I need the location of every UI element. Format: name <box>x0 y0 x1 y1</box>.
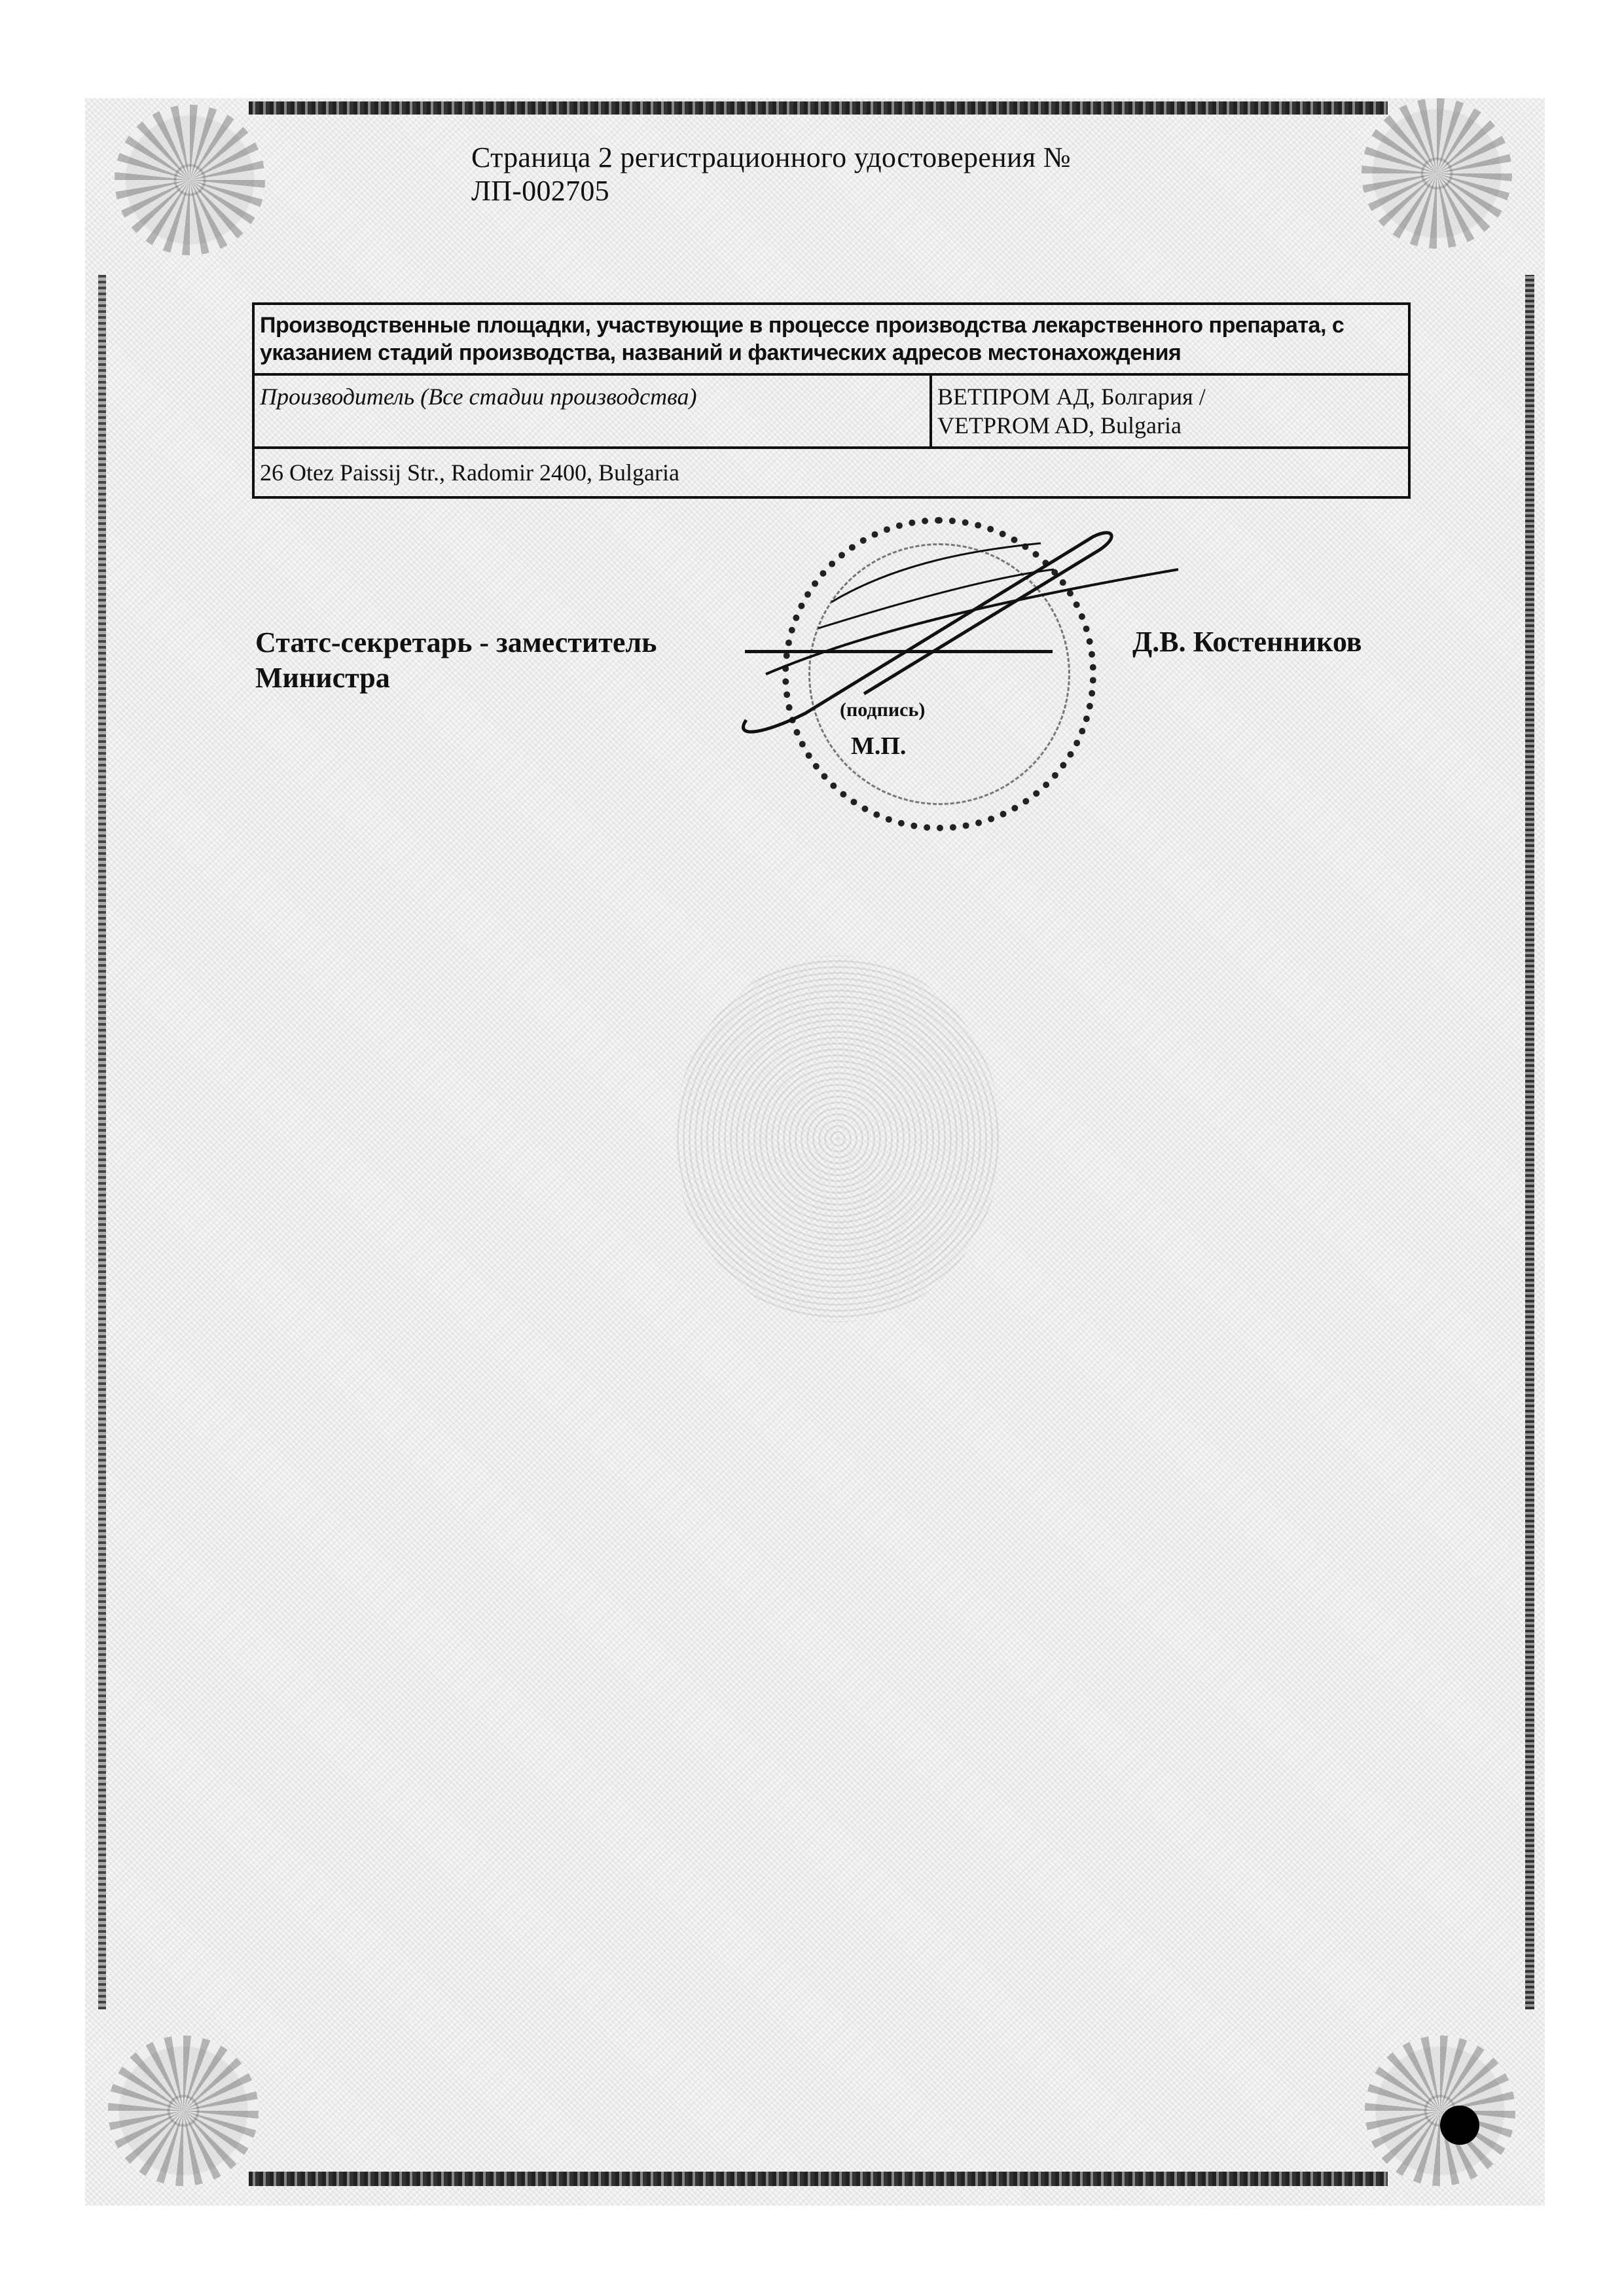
handwritten-signature-icon <box>727 524 1185 746</box>
ornamental-border-top <box>249 101 1388 115</box>
site-address: 26 Otez Paissij Str., Radomir 2400, Bulgaria <box>253 448 1409 497</box>
ornamental-border-bottom <box>249 2172 1388 2186</box>
production-sites-table <box>252 302 1411 499</box>
signature-caption: (подпись) <box>840 699 926 721</box>
rosette-corner-icon <box>108 2036 259 2186</box>
site-name <box>931 374 1409 448</box>
position-line-1: Статс-секретарь - заместитель <box>255 626 657 658</box>
signatory-position <box>255 625 713 696</box>
rosette-corner-icon <box>1362 98 1512 249</box>
table-row <box>253 374 1409 448</box>
guilloche-watermark <box>674 956 1001 1322</box>
rosette-corner-icon <box>1365 2036 1515 2186</box>
seal-label: М.П. <box>851 732 907 760</box>
site-name-ru: ВЕТПРОМ АД, Болгария / <box>937 384 1206 410</box>
table-heading: Производственные площадки, участвующие в процессе производства лекарственного препарата, с указанием стадий производства, названий и фактических адресов местонахождения <box>253 304 1409 374</box>
ornamental-border-left <box>98 275 106 2009</box>
signatory-name: Д.В. Костенников <box>1132 626 1362 658</box>
site-role: Производитель (Все стадии производства) <box>253 374 931 448</box>
site-name-en: VETPROM AD, Bulgaria <box>937 412 1182 439</box>
hole-punch-dot-icon <box>1440 2106 1479 2145</box>
ornamental-border-right <box>1525 275 1534 2009</box>
rosette-corner-icon <box>115 105 265 255</box>
signature-line <box>745 650 1053 653</box>
page-title: Страница 2 регистрационного удостоверения № ЛП-002705 <box>471 141 1071 207</box>
position-line-2: Министра <box>255 662 390 694</box>
table-header-row <box>253 304 1409 374</box>
table-row <box>253 448 1409 497</box>
